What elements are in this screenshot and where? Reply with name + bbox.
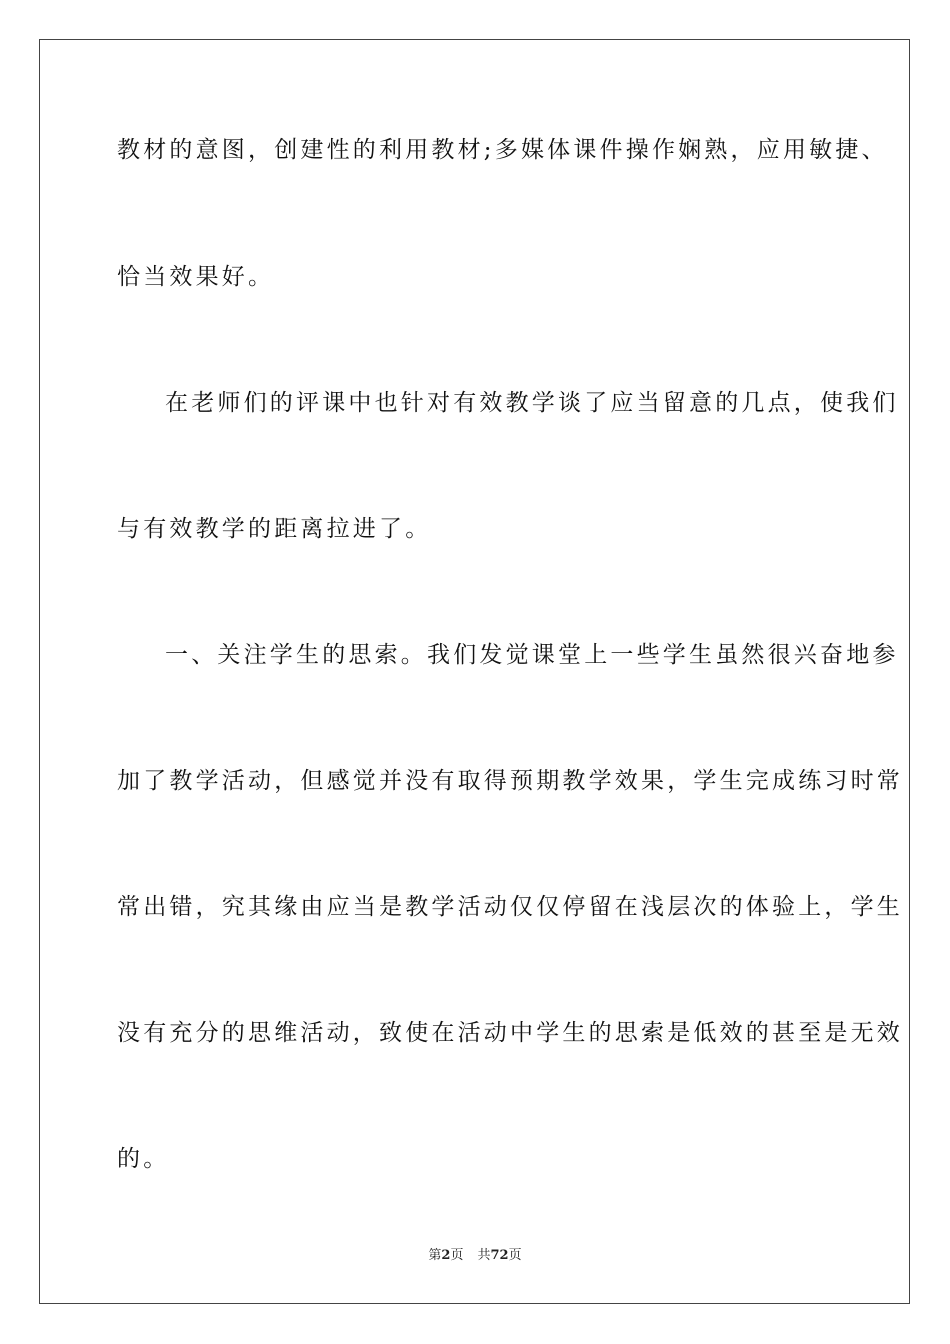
page-footer	[0, 1247, 950, 1265]
body-text-line: 常出错，究其缘由应当是教学活动仅仅停留在浅层次的体验上，学生	[117, 894, 903, 920]
page-label-suffix: 页	[450, 1248, 464, 1263]
page-label-prefix: 第	[428, 1248, 442, 1263]
body-text-line: 加了教学活动，但感觉并没有取得预期教学效果，学生完成练习时常	[117, 768, 903, 794]
page-frame	[39, 39, 910, 1304]
body-text-line: 与有效教学的距离拉进了。	[117, 516, 432, 542]
page-number: 2	[441, 1248, 451, 1263]
total-label-suffix: 页	[508, 1248, 522, 1263]
body-text-line: 的。	[117, 1146, 170, 1172]
paragraph-start-line: 在老师们的评课中也针对有效教学谈了应当留意的几点，使我们	[165, 390, 899, 416]
total-label-prefix: 共	[477, 1248, 491, 1263]
body-text-line: 教材的意图，创建性的利用教材;多媒体课件操作娴熟，应用敏捷、	[117, 137, 888, 163]
paragraph-start-line: 一、关注学生的思索。我们发觉课堂上一些学生虽然很兴奋地参	[165, 642, 899, 668]
body-text-line: 恰当效果好。	[117, 264, 275, 290]
total-pages: 72	[490, 1248, 509, 1263]
body-text-line: 没有充分的思维活动，致使在活动中学生的思索是低效的甚至是无效	[117, 1020, 903, 1046]
